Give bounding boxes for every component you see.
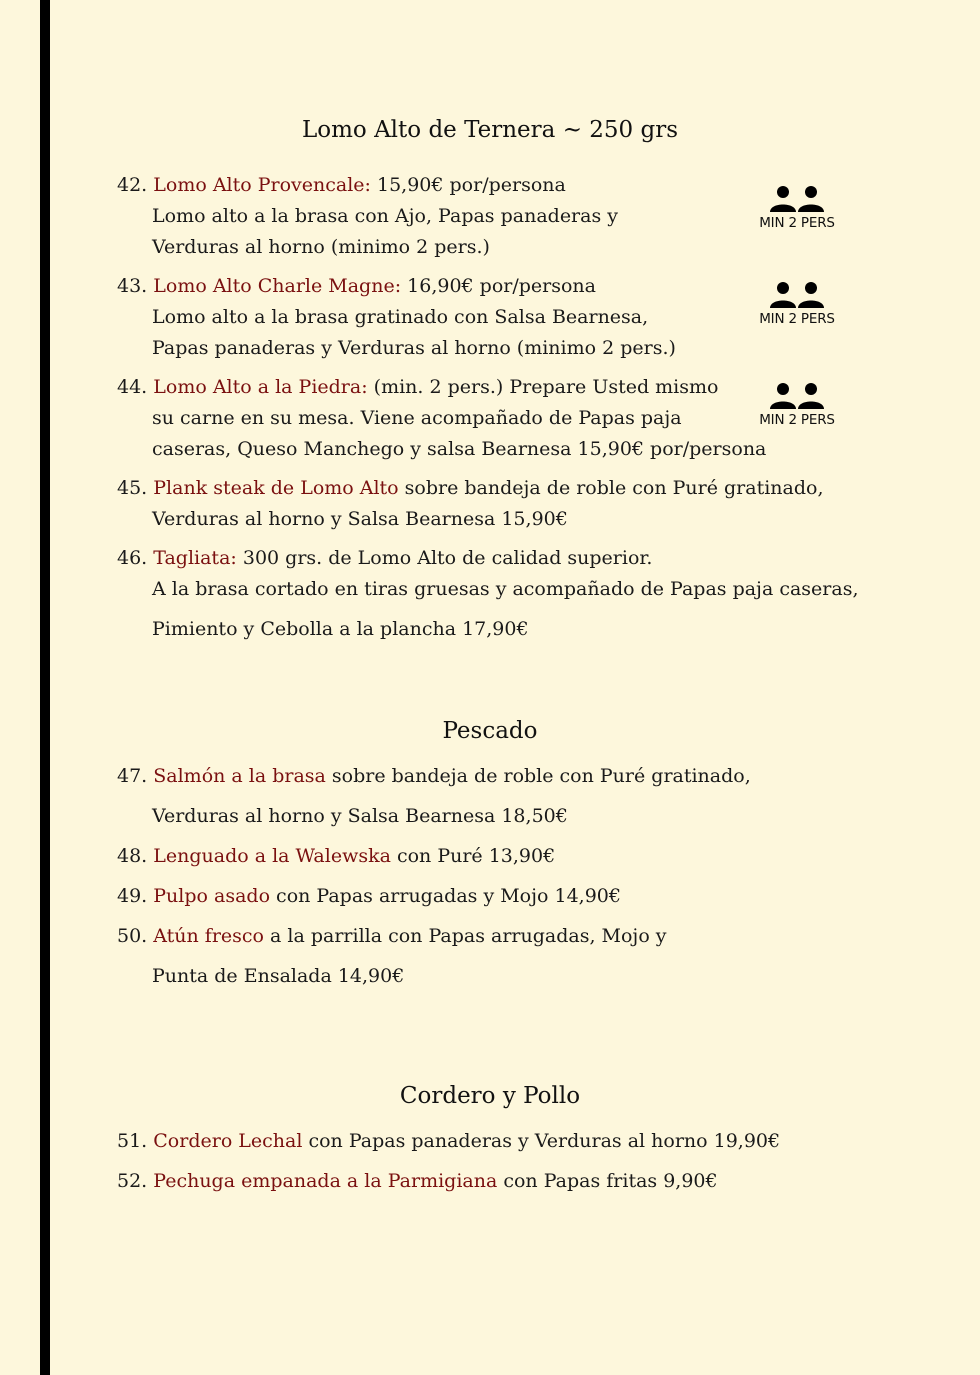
item-text: Lomo alto a la brasa con Ajo, Papas panaderas y — [152, 205, 618, 227]
item-name: Tagliata: — [153, 547, 237, 569]
item-text: Pimiento y Cebolla a la plancha 17,90€ — [152, 618, 529, 640]
item-number: 49. — [117, 885, 148, 907]
item-number: 52. — [117, 1170, 148, 1192]
item-text: Verduras al horno y Salsa Bearnesa 18,50€ — [152, 805, 568, 827]
item-text: 300 grs. de Lomo Alto de calidad superior. — [236, 547, 653, 569]
item-number: 42. — [117, 174, 148, 196]
item-number: 45. — [117, 477, 148, 499]
section-title-lomo-alto: Lomo Alto de Ternera ~ 250 grs — [301, 117, 679, 143]
badge-label: MIN 2 PERS — [759, 311, 835, 327]
item-number: 46. — [117, 547, 148, 569]
item-text: Papas panaderas y Verduras al horno (minimo 2 pers.) — [152, 337, 676, 359]
item-text: 15,90€ por/persona — [370, 174, 566, 196]
item-text: con Papas panaderas y Verduras al horno 19,90€ — [302, 1130, 781, 1152]
item-text: A la brasa cortado en tiras gruesas y acompañado de Papas paja caseras, — [152, 578, 859, 600]
item-name: Cordero Lechal — [153, 1130, 303, 1152]
section-title-pescado: Pescado — [442, 718, 538, 744]
item-text: Lomo alto a la brasa gratinado con Salsa Bearnesa, — [152, 306, 649, 328]
section-title-cordero-pollo: Cordero y Pollo — [399, 1083, 581, 1109]
item-text: con Papas arrugadas y Mojo 14,90€ — [270, 885, 621, 907]
item-text: sobre bandeja de roble con Puré gratinado, — [325, 765, 751, 787]
item-text: (min. 2 pers.) Prepare Usted mismo — [367, 376, 719, 398]
item-name: Pechuga empanada a la Parmigiana — [153, 1170, 498, 1192]
item-text: sobre bandeja de roble con Puré gratinado, — [398, 477, 824, 499]
item-name: Plank steak de Lomo Alto — [153, 477, 399, 499]
item-text: con Puré 13,90€ — [390, 845, 556, 867]
item-number: 51. — [117, 1130, 148, 1152]
item-text: Verduras al horno y Salsa Bearnesa 15,90€ — [152, 508, 568, 530]
item-number: 48. — [117, 845, 148, 867]
item-text: Punta de Ensalada 14,90€ — [152, 965, 405, 987]
badge-label: MIN 2 PERS — [759, 215, 835, 231]
item-number: 50. — [117, 925, 148, 947]
item-number: 44. — [117, 376, 148, 398]
item-text: a la parrilla con Papas arrugadas, Mojo y — [264, 925, 667, 947]
badge-label: MIN 2 PERS — [759, 412, 835, 428]
item-number: 47. — [117, 765, 148, 787]
item-text: caseras, Queso Manchego y salsa Bearnesa 15,90€ por/persona — [152, 438, 767, 460]
item-name: Pulpo asado — [153, 885, 271, 907]
two-persons-icon — [767, 281, 827, 309]
item-number: 43. — [117, 275, 148, 297]
min-2-pers-badge — [757, 185, 837, 231]
item-name: Atún fresco — [153, 925, 264, 947]
min-2-pers-badge — [757, 281, 837, 327]
item-text: 16,90€ por/persona — [401, 275, 596, 297]
left-border-bar — [40, 0, 50, 1375]
item-text: su carne en su mesa. Viene acompañado de Papas paja — [152, 407, 682, 429]
item-name: Lomo Alto Charle Magne: — [153, 275, 402, 297]
item-name: Lomo Alto Provencale: — [153, 174, 371, 196]
two-persons-icon — [767, 382, 827, 410]
item-name: Lomo Alto a la Piedra: — [153, 376, 368, 398]
item-text: con Papas fritas 9,90€ — [497, 1170, 718, 1192]
two-persons-icon — [767, 185, 827, 213]
item-name: Lenguado a la Walewska — [153, 845, 391, 867]
item-text: Verduras al horno (minimo 2 pers.) — [152, 236, 490, 258]
item-name: Salmón a la brasa — [153, 765, 326, 787]
min-2-pers-badge — [757, 382, 837, 428]
